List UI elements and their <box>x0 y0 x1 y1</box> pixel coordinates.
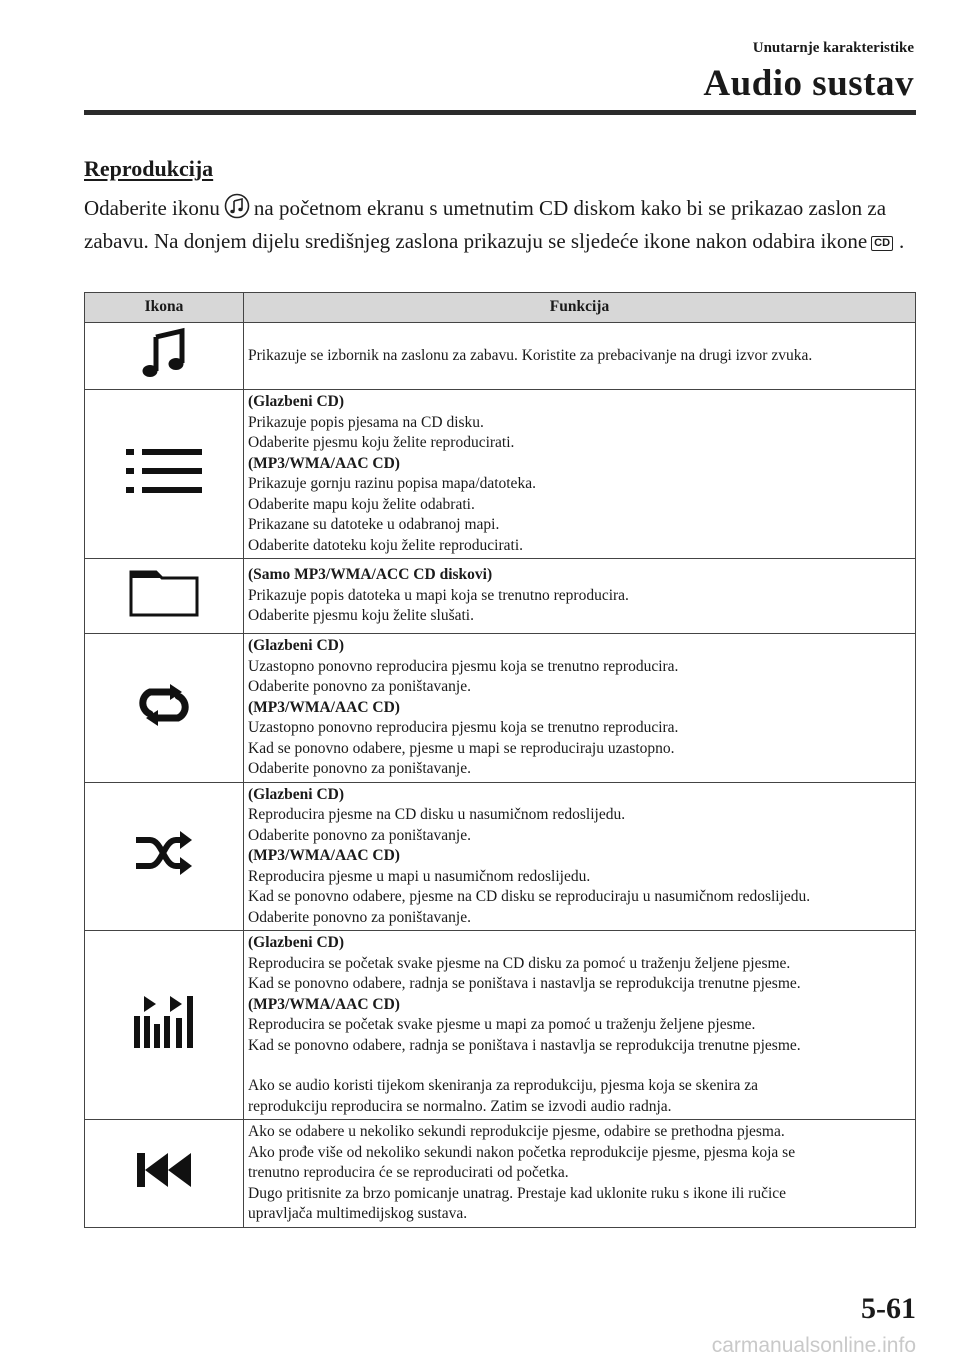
description-line: Prikazuje popis datoteka u mapi koja se trenutno reproducira. <box>248 586 629 604</box>
format-label: (MP3/WMA/AAC CD) <box>248 698 400 716</box>
list-icon <box>124 484 204 501</box>
description-line: Odaberite ponovno za poništavanje. <box>248 760 471 777</box>
icon-cell <box>85 1120 244 1228</box>
format-label: (Samo MP3/WMA/ACC CD diskovi) <box>248 566 493 584</box>
description-line: Kad se ponovno odabere, radnja se poništava i nastavlja se reprodukcija trenutne pjesme. <box>248 1036 801 1054</box>
description-line: Prikazuje popis pjesama na CD disku. <box>248 413 484 431</box>
description-line: Prikazuje se izbornik na zaslonu za zabavu. Koristite za prebacivanje na drugi izvor zvuka. <box>248 346 813 364</box>
description-line: Reproducira pjesme na CD disku u nasumičnom redoslijedu. <box>248 806 626 823</box>
description-line: Kad se ponovno odabere, radnja se poništava i nastavlja se reprodukcija trenutne pjesme. <box>248 975 801 992</box>
description-line: Dugo pritisnite za brzo pomicanje unatrag. Prestaje kad uklonite ruku s ikone ili ručice <box>248 1184 787 1202</box>
description-line: reprodukciju reproducira se normalno. Zatim se izvodi audio radnja. <box>248 1097 672 1115</box>
description-line: Kad se ponovno odabere, pjesme u mapi se reproduciraju uzastopno. <box>248 739 675 757</box>
description-line: Ako se audio koristi tijekom skeniranja za reprodukciju, pjesma koja se skenira za <box>248 1077 759 1094</box>
cd-icon: CD <box>871 236 893 251</box>
repeat-icon <box>132 715 196 732</box>
description-line: Odaberite pjesmu koju želite slušati. <box>248 607 474 625</box>
description-line: Odaberite datoteku koju želite reproducirati. <box>248 536 524 554</box>
description-line: Ako prođe više od nekoliko sekundi nakon početka reprodukcije pjesme, pjesma koja se <box>248 1143 796 1161</box>
table-row <box>85 782 916 931</box>
description-line: Reproducira se početak svake pjesme na CD disku za pomoć u traženju željene pjesme. <box>248 954 791 972</box>
music-note-icon <box>136 368 192 385</box>
header-subtitle: Unutarnje karakteristike <box>752 40 914 56</box>
description-line: Uzastopno ponovno reproducira pjesmu koja se trenutno reproducira. <box>248 719 679 736</box>
description-line: Ako se odabere u nekoliko sekundi reprodukcije pjesme, odabire se prethodna pjesma. <box>248 1123 785 1140</box>
function-cell <box>244 1120 916 1228</box>
format-label: (Glazbeni CD) <box>248 393 345 410</box>
shuffle-icon <box>132 863 196 880</box>
format-label: (MP3/WMA/AAC CD) <box>248 995 400 1013</box>
function-cell <box>244 390 916 559</box>
function-cell <box>244 634 916 783</box>
folder-icon <box>128 605 200 622</box>
table-row <box>85 559 916 634</box>
intro-text-1: Odaberite ikonu <box>84 195 220 220</box>
description-line: Odaberite mapu koju želite odabrati. <box>248 495 475 513</box>
section-title: Reprodukcija <box>84 156 214 181</box>
table-body <box>85 323 916 1228</box>
table-row <box>85 634 916 783</box>
table-row <box>85 1120 916 1228</box>
header-rule <box>84 110 916 115</box>
format-label: (Glazbeni CD) <box>248 934 345 951</box>
format-label: (Glazbeni CD) <box>248 637 345 654</box>
icon-cell <box>85 782 244 931</box>
skip-back-icon <box>134 1177 194 1194</box>
description-line: Odaberite ponovno za poništavanje. <box>248 908 471 926</box>
description-line: Odaberite pjesmu koju želite reproducirati. <box>248 434 515 451</box>
format-label: (Glazbeni CD) <box>248 785 345 803</box>
description-line: Prikazane su datoteke u odabranoj mapi. <box>248 516 500 533</box>
intro-text-3: . <box>899 229 905 253</box>
function-cell <box>244 559 916 634</box>
icon-cell <box>85 390 244 559</box>
icon-cell <box>85 559 244 634</box>
watermark: carmanualsonline.info <box>711 1334 916 1357</box>
table-header-row <box>85 293 916 323</box>
intro-text-2: na početnom ekranu s umetnutim CD diskom kako bi se prikazao zaslon za zabavu. Na donjem dijelu središnjeg zaslona prikazuju se sljedeće ikone nakon odabira ikone <box>84 195 887 253</box>
table-row <box>85 931 916 1120</box>
page-number: 5-61 <box>861 1292 916 1325</box>
format-label: (MP3/WMA/AAC CD) <box>248 454 400 472</box>
function-cell <box>244 931 916 1120</box>
description-line: Reproducira se početak svake pjesme u mapi za pomoć u traženju željene pjesme. <box>248 1016 756 1033</box>
header-icon-column: Ikona <box>85 293 244 323</box>
description-line: upravljača multimedijskog sustava. <box>248 1205 468 1222</box>
description-line: Uzastopno ponovno reproducira pjesmu koja se trenutno reproducira. <box>248 657 679 675</box>
function-cell <box>244 782 916 931</box>
scan-icon <box>132 1037 196 1054</box>
description-line: Prikazuje gornju razinu popisa mapa/datoteka. <box>248 475 536 492</box>
description-line: Kad se ponovno odabere, pjesme na CD disku se reproduciraju u nasumičnom redoslijedu. <box>248 888 811 905</box>
format-label: (MP3/WMA/AAC CD) <box>248 847 400 864</box>
function-table <box>84 292 916 1228</box>
table-row <box>85 323 916 390</box>
icon-cell <box>85 634 244 783</box>
function-cell <box>244 323 916 390</box>
icon-cell <box>85 931 244 1120</box>
description-line: Odaberite ponovno za poništavanje. <box>248 678 471 695</box>
header-function-column: Funkcija <box>244 293 916 323</box>
music-note-circle-icon <box>224 193 250 227</box>
icon-cell <box>85 323 244 390</box>
intro-paragraph <box>84 193 916 256</box>
description-line <box>248 1056 911 1076</box>
table-row <box>85 390 916 559</box>
description-line: Odaberite ponovno za poništavanje. <box>248 826 471 844</box>
header-title: Audio sustav <box>703 63 914 104</box>
description-line: trenutno reproducira će se reproducirati od početka. <box>248 1164 569 1181</box>
description-line: Reproducira pjesme u mapi u nasumičnom redoslijedu. <box>248 867 591 885</box>
